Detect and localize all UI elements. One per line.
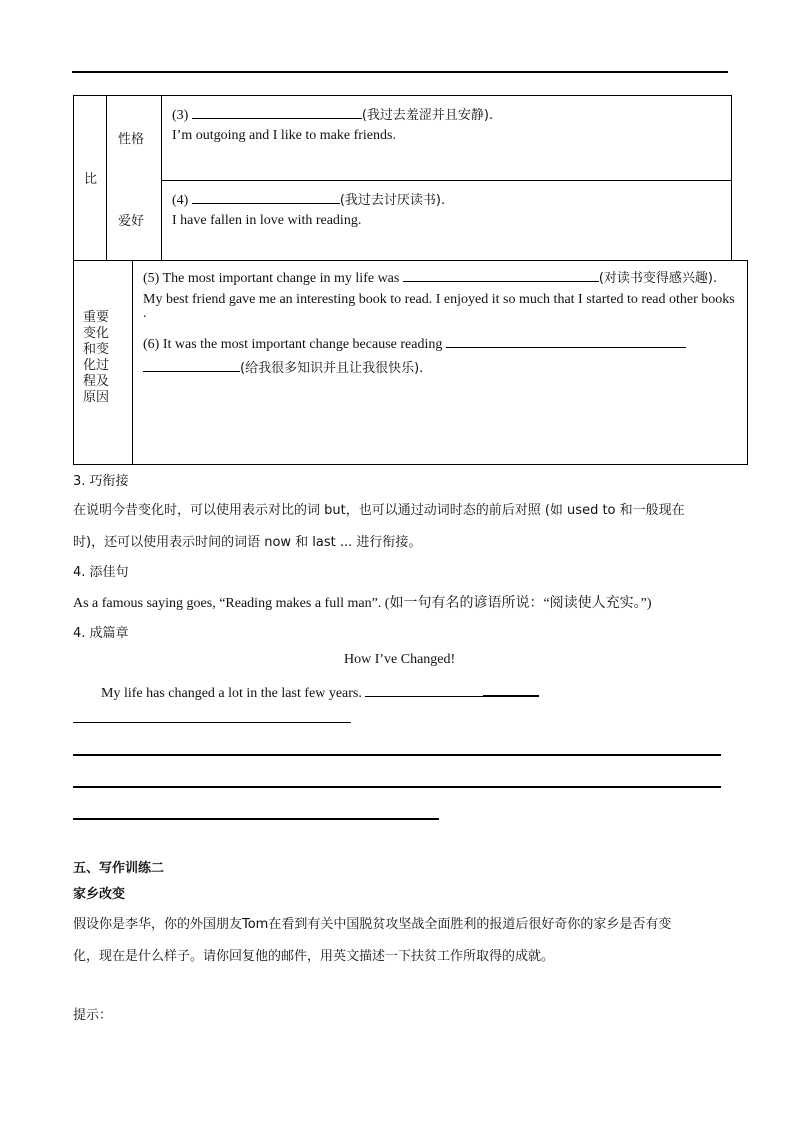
section5-subheading: 家乡改变 bbox=[73, 887, 126, 902]
item-4: (4) (我过去讨厌读书). bbox=[172, 189, 445, 209]
essay-blank-inline[interactable] bbox=[365, 682, 483, 697]
section4a-heading: 4. 添佳句 bbox=[73, 565, 129, 580]
row-label-bi: 比 bbox=[84, 172, 98, 187]
item-3: (3) (我过去羞涩并且安静). bbox=[172, 104, 493, 124]
hint-label: 提示： bbox=[73, 1008, 113, 1023]
blank-4[interactable] bbox=[192, 189, 340, 204]
section5-heading: 五、写作训练二 bbox=[73, 861, 165, 876]
section3-body-line2: 时)，还可以使用表示时间的词语 now 和 last ... 进行衔接。 bbox=[73, 535, 422, 550]
label-personality: 性格 bbox=[118, 132, 145, 147]
essay-title: How I’ve Changed! bbox=[344, 652, 456, 667]
section5-body-line1: 假设你是李华，你的外国朋友Tom在看到有关中国脱贫攻坚战全面胜利的报道后很好奇你的家乡是否有变 bbox=[73, 917, 672, 932]
section4b-heading: 4. 成篇章 bbox=[73, 626, 129, 641]
label-change-process: 重要变化和变化过程及原因 bbox=[82, 310, 109, 405]
sentence-4: I have fallen in love with reading. bbox=[172, 213, 362, 228]
sentence-5b: My best friend gave me an interesting book to read. I enjoyed it so much that I started to read other books bbox=[143, 292, 735, 307]
famous-saying: As a famous saying goes, “Reading makes a full man”. (如一句有名的谚语所说：“阅读使人充实。”) bbox=[73, 596, 652, 611]
blank-6b[interactable] bbox=[143, 357, 240, 372]
item-6-cont: (给我很多知识并且让我很快乐). bbox=[143, 357, 423, 377]
sentence-5b-dot: . bbox=[143, 306, 147, 321]
essay-line-2[interactable] bbox=[73, 754, 721, 756]
blank-6a[interactable] bbox=[446, 333, 686, 348]
essay-line-1[interactable] bbox=[73, 722, 351, 723]
essay-line-4[interactable] bbox=[73, 818, 439, 820]
sentence-3: I’m outgoing and I like to make friends. bbox=[172, 128, 396, 143]
section3-heading: 3. 巧衔接 bbox=[73, 474, 129, 489]
header-rule bbox=[72, 71, 728, 73]
essay-opening: My life has changed a lot in the last few years. bbox=[101, 681, 539, 702]
essay-line-3[interactable] bbox=[73, 786, 721, 788]
item-5: (5) The most important change in my life was (对读书变得感兴趣). bbox=[143, 267, 717, 287]
section3-body-line1: 在说明今昔变化时，可以使用表示对比的词 but，也可以通过动词时态的前后对照 (如 used to 和一般现在 bbox=[73, 503, 685, 518]
item-6: (6) It was the most important change because reading bbox=[143, 333, 686, 353]
blank-5[interactable] bbox=[403, 267, 599, 282]
label-hobby: 爱好 bbox=[118, 214, 145, 229]
section5-body-line2: 化，现在是什么样子。请你回复他的邮件，用英文描述一下扶贫工作所取得的成就。 bbox=[73, 949, 555, 964]
blank-3[interactable] bbox=[192, 104, 362, 119]
